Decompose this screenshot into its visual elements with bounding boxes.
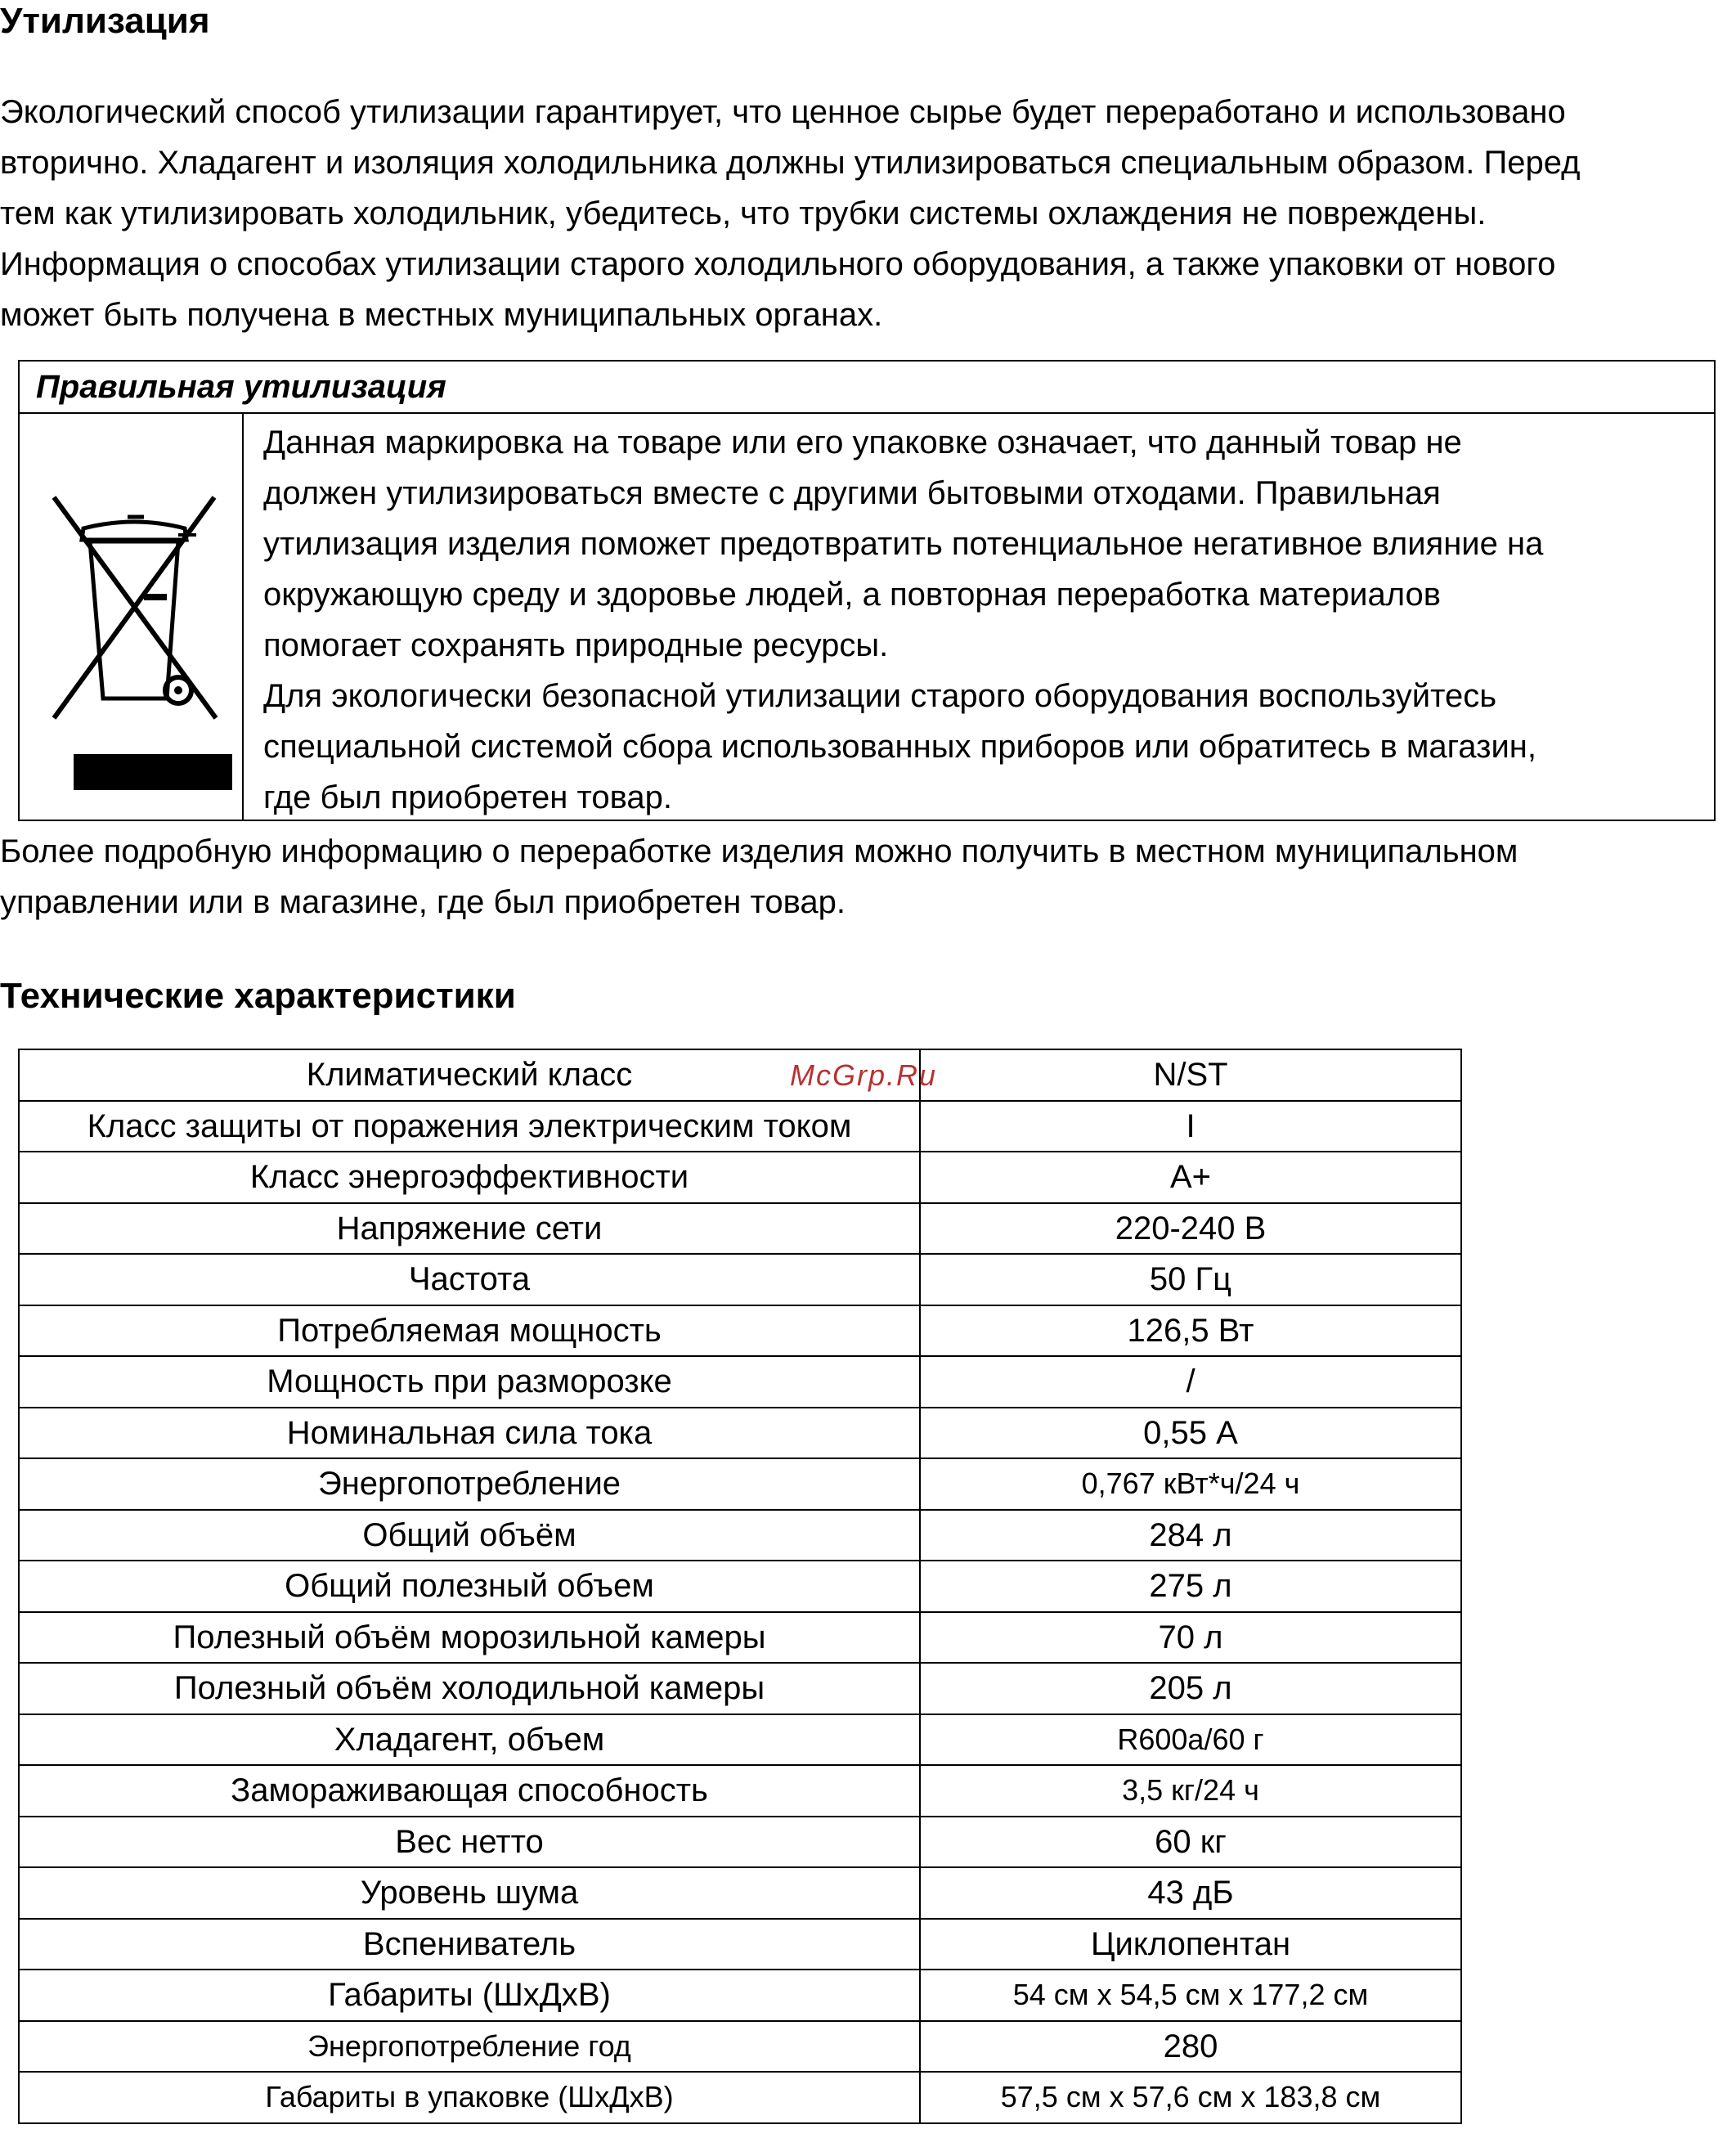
intro-line: Экологический способ утилизации гарантирует, что ценное сырье будет переработано и использовано bbox=[0, 94, 1566, 130]
spec-value: R600a/60 г bbox=[920, 1714, 1461, 1766]
spec-name: Габариты (ШхДхВ) bbox=[19, 1970, 920, 2021]
proper-disposal-title: Правильная утилизация bbox=[20, 362, 1714, 414]
spec-name: Габариты в упаковке (ШхДхВ) bbox=[19, 2072, 920, 2123]
proper-disposal-text bbox=[263, 417, 1543, 823]
table-row bbox=[19, 1152, 1461, 1203]
spec-name: Вес нетто bbox=[19, 1817, 920, 1868]
spec-value: Циклопентан bbox=[920, 1919, 1461, 1970]
intro-line: тем как утилизировать холодильник, убедитесь, что трубки системы охлаждения не повреждены. bbox=[0, 195, 1487, 231]
intro-line: вторично. Хладагент и изоляция холодильника должны утилизироваться специальным образом. Перед bbox=[0, 145, 1581, 181]
table-row bbox=[19, 1305, 1461, 1357]
spec-value: 205 л bbox=[920, 1663, 1461, 1714]
disposal-text-line: окружающую среду и здоровье людей, а повторная переработка материалов bbox=[263, 577, 1442, 613]
disposal-text-line: специальной системой сбора использованных приборов или обратитесь в магазин, bbox=[263, 729, 1536, 765]
spec-name: Класс защиты от поражения электрическим током bbox=[19, 1101, 920, 1152]
spec-name: Энергопотребление год bbox=[19, 2021, 920, 2073]
proper-disposal-box bbox=[18, 360, 1716, 821]
spec-name: Хладагент, объем bbox=[19, 1714, 920, 1766]
table-row bbox=[19, 1765, 1461, 1817]
disposal-icon-cell bbox=[20, 412, 244, 821]
spec-name: Полезный объём холодильной камеры bbox=[19, 1663, 920, 1714]
table-row bbox=[19, 1049, 1461, 1101]
table-row bbox=[19, 1817, 1461, 1868]
table-row bbox=[19, 1561, 1461, 1612]
intro-line: может быть получена в местных муниципальных органах. bbox=[0, 297, 883, 333]
table-row bbox=[19, 1101, 1461, 1152]
spec-value: I bbox=[920, 1101, 1461, 1152]
disposal-heading: Утилизация bbox=[0, 1, 210, 41]
crossed-out-wheelie-bin-icon bbox=[36, 453, 232, 797]
watermark: McGrp.Ru bbox=[790, 1058, 938, 1092]
table-row bbox=[19, 1203, 1461, 1255]
spec-value: 0,767 кВт*ч/24 ч bbox=[920, 1458, 1461, 1510]
intro-line: Информация о способах утилизации старого холодильного оборудования, а также упаковки от нового bbox=[0, 246, 1556, 282]
table-row bbox=[19, 1510, 1461, 1561]
disposal-after-text bbox=[0, 826, 1736, 928]
spec-name: Полезный объём морозильной камеры bbox=[19, 1612, 920, 1664]
spec-value: 54 см х 54,5 см х 177,2 см bbox=[920, 1970, 1461, 2021]
disposal-text-line: Для экологически безопасной утилизации старого оборудования воспользуйтесь bbox=[263, 678, 1497, 714]
table-row bbox=[19, 1714, 1461, 1766]
disposal-text-line: где был приобретен товар. bbox=[263, 779, 673, 815]
spec-name: Энергопотребление bbox=[19, 1458, 920, 1510]
spec-value: 284 л bbox=[920, 1510, 1461, 1561]
spec-name: Уровень шума bbox=[19, 1867, 920, 1919]
spec-name: Мощность при разморозке bbox=[19, 1356, 920, 1408]
spec-value: 60 кг bbox=[920, 1817, 1461, 1868]
spec-name: Потребляемая мощность bbox=[19, 1305, 920, 1357]
spec-name: Класс энергоэффективности bbox=[19, 1152, 920, 1203]
spec-value: N/ST bbox=[920, 1049, 1461, 1101]
table-row bbox=[19, 1867, 1461, 1919]
spec-value: / bbox=[920, 1356, 1461, 1408]
table-row bbox=[19, 2072, 1461, 2123]
table-row bbox=[19, 1408, 1461, 1459]
table-row bbox=[19, 1919, 1461, 1970]
spec-value: 70 л bbox=[920, 1612, 1461, 1664]
table-row bbox=[19, 1663, 1461, 1714]
table-row bbox=[19, 1254, 1461, 1305]
spec-value: 275 л bbox=[920, 1561, 1461, 1612]
spec-value: 50 Гц bbox=[920, 1254, 1461, 1305]
spec-name: Климатический класс bbox=[19, 1049, 920, 1101]
table-row bbox=[19, 1970, 1461, 2021]
spec-value: 57,5 см х 57,6 см х 183,8 см bbox=[920, 2072, 1461, 2123]
spec-value: A+ bbox=[920, 1152, 1461, 1203]
spec-name: Общий объём bbox=[19, 1510, 920, 1561]
after-line: Более подробную информацию о переработке изделия можно получить в местном муниципальном bbox=[0, 833, 1518, 869]
disposal-text-line: Данная маркировка на товаре или его упаковке означает, что данный товар не bbox=[263, 424, 1462, 460]
spec-name: Номинальная сила тока bbox=[19, 1408, 920, 1459]
spec-value: 126,5 Вт bbox=[920, 1305, 1461, 1357]
spec-name: Напряжение сети bbox=[19, 1203, 920, 1255]
spec-name: Замораживающая способность bbox=[19, 1765, 920, 1817]
spec-value: 3,5 кг/24 ч bbox=[920, 1765, 1461, 1817]
spec-name: Вспениватель bbox=[19, 1919, 920, 1970]
disposal-text-line: должен утилизироваться вместе с другими бытовыми отходами. Правильная bbox=[263, 475, 1441, 511]
disposal-intro bbox=[0, 87, 1736, 340]
spec-value: 280 bbox=[920, 2021, 1461, 2073]
spec-name: Частота bbox=[19, 1254, 920, 1305]
table-row bbox=[19, 2021, 1461, 2073]
spec-value: 220-240 В bbox=[920, 1203, 1461, 1255]
table-row bbox=[19, 1356, 1461, 1408]
spec-value: 43 дБ bbox=[920, 1867, 1461, 1919]
disposal-text-line: помогает сохранять природные ресурсы. bbox=[263, 627, 889, 663]
after-line: управлении или в магазине, где был приобретен товар. bbox=[0, 884, 846, 920]
specs-heading: Технические характеристики bbox=[0, 976, 516, 1016]
specs-table bbox=[18, 1049, 1462, 2124]
table-row bbox=[19, 1458, 1461, 1510]
table-row bbox=[19, 1612, 1461, 1664]
spec-name: Общий полезный объем bbox=[19, 1561, 920, 1612]
spec-value: 0,55 А bbox=[920, 1408, 1461, 1459]
disposal-text-line: утилизация изделия поможет предотвратить потенциальное негативное влияние на bbox=[263, 526, 1544, 562]
